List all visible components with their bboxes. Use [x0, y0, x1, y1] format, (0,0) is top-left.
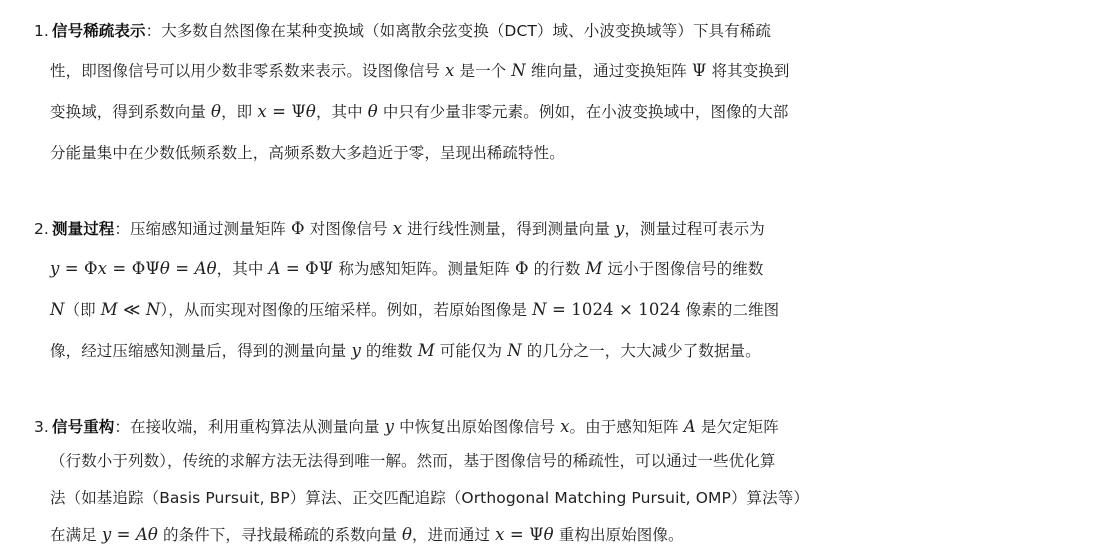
text-run: 远小于图像信号的维数	[602, 260, 764, 278]
math-symbol: N	[511, 61, 526, 80]
math-symbol: x	[257, 102, 267, 121]
math-expression: Φ	[514, 259, 529, 278]
text-run: ），从而实现对图像的压缩采样。例如，若原始图像是	[160, 301, 533, 319]
line-text	[130, 418, 779, 436]
text-run: 的维数	[360, 342, 418, 360]
math-symbol: x	[560, 417, 570, 436]
list-line	[50, 61, 790, 81]
list-line	[50, 300, 779, 320]
math-expression: Ψ	[691, 61, 707, 80]
math-symbol: x	[97, 259, 108, 278]
math-symbol: y	[101, 525, 112, 544]
math-symbol: A	[268, 259, 281, 278]
math-symbol: θ	[543, 525, 554, 544]
text-run: 像素的二维图	[680, 301, 780, 319]
list-line	[50, 102, 788, 122]
math-symbol: x	[495, 525, 505, 544]
list-line	[52, 219, 765, 239]
math-symbol: θ	[211, 102, 222, 121]
text-run: ，其中	[216, 260, 269, 278]
math-symbol: Aθ	[135, 525, 158, 544]
text-run: ，其中	[315, 103, 368, 121]
math-symbol: N	[532, 300, 547, 319]
term-signal-reconstruction: 信号重构	[52, 418, 115, 436]
text-run: ，即	[221, 103, 258, 121]
text-run: 像，经过压缩感知测量后，得到的测量向量	[50, 342, 352, 360]
text-run: 压缩感知通过测量矩阵	[130, 220, 292, 238]
math-symbol: θ	[367, 102, 378, 121]
colon: ：	[114, 418, 131, 436]
math-symbol: x	[445, 61, 455, 80]
math-expression: Φ	[291, 219, 305, 238]
text-run: 的条件下，寻找最稀疏的系数向量	[157, 526, 402, 544]
text-run: 重构出原始图像。	[553, 526, 684, 544]
math-symbol: y	[615, 219, 625, 238]
text-run: 变换域，得到系数向量	[50, 103, 212, 121]
text-run: ，进而通过	[412, 526, 496, 544]
math-symbol: θ	[159, 259, 170, 278]
math-symbol: Aθ	[194, 259, 217, 278]
line-text	[130, 220, 765, 238]
math-symbol: y	[351, 341, 361, 360]
colon: ：	[145, 22, 162, 40]
colon: ：	[114, 220, 131, 238]
text-run: 。由于感知矩阵	[569, 418, 684, 436]
text-run: 的几分之一，大大减少了数据量。	[521, 342, 761, 360]
text-run: 对图像信号	[304, 220, 393, 238]
math-symbol: M	[417, 341, 435, 360]
math-expression: ≪	[117, 300, 146, 319]
list-line	[50, 341, 761, 361]
math-symbol: N	[145, 300, 161, 319]
math-expression: =	[169, 259, 195, 278]
math-expression: = 1024 × 1024	[546, 300, 681, 319]
math-symbol: θ	[305, 102, 316, 121]
text-run: ，测量过程可表示为	[624, 220, 765, 238]
text-run: （行数小于列数），传统的求解方法无法得到唯一解。然而，基于图像信号的稀疏性，可以通过一些优化算	[50, 452, 776, 470]
text-run: 在接收端，利用重构算法从测量向量	[130, 418, 385, 436]
math-expression: = Ψ	[266, 102, 306, 121]
list-line	[50, 259, 763, 279]
math-symbol: A	[683, 417, 696, 436]
list-line	[50, 451, 775, 471]
text-run: 进行线性测量，得到测量向量	[402, 220, 616, 238]
list-number: 2.	[34, 220, 49, 238]
text-run: 将其变换到	[706, 62, 790, 80]
text-run: 大多数自然图像在某种变换域（如离散余弦变换（DCT）域、小波变换域等）下具有稀疏	[161, 22, 771, 40]
math-symbol: x	[392, 219, 403, 238]
math-symbol: N	[507, 341, 522, 360]
list-line	[50, 525, 684, 545]
term-sparse-representation: 信号稀疏表示	[52, 22, 146, 40]
text-run: 法（如基追踪（Basis Pursuit, BP）算法、正交匹配追踪（Orthogonal Matching Pursuit, OMP）算法等）	[50, 489, 809, 507]
math-expression: = Φ	[59, 259, 98, 278]
math-symbol: M	[100, 300, 118, 319]
list-line	[50, 488, 809, 508]
text-run: 可能仅为	[434, 342, 508, 360]
math-symbol: y	[50, 259, 60, 278]
math-symbol: N	[50, 300, 65, 319]
text-run: 中恢复出原始图像信号	[394, 418, 561, 436]
list-line	[50, 143, 565, 163]
text-run: 在满足	[50, 526, 102, 544]
text-run: 称为感知矩阵。测量矩阵	[333, 260, 515, 278]
list-number: 3.	[34, 418, 49, 436]
text-run: 维向量，通过变换矩阵	[525, 62, 692, 80]
list-number: 1.	[34, 22, 49, 40]
text-run: 的行数	[528, 260, 586, 278]
text-run: 中只有少量非零元素。例如，在小波变换域中，图像的大部	[377, 103, 789, 121]
line-text	[161, 22, 771, 40]
math-symbol: M	[585, 259, 603, 278]
math-symbol: y	[384, 417, 395, 436]
list-line	[52, 417, 779, 437]
text-run: 性，即图像信号可以用少数非零系数来表示。设图像信号	[50, 62, 446, 80]
list-line	[52, 21, 771, 41]
math-expression: = ΦΨ	[107, 259, 160, 278]
text-run: （即	[64, 301, 101, 319]
math-expression: = ΦΨ	[280, 259, 334, 278]
math-expression: =	[111, 525, 136, 544]
text-run: 是欠定矩阵	[695, 418, 779, 436]
text-run: 是一个	[454, 62, 512, 80]
math-symbol: θ	[402, 525, 413, 544]
term-measurement-process: 测量过程	[52, 220, 115, 238]
text-run: 分能量集中在少数低频系数上，高频系数大多趋近于零，呈现出稀疏特性。	[50, 144, 565, 162]
math-expression: = Ψ	[504, 525, 544, 544]
